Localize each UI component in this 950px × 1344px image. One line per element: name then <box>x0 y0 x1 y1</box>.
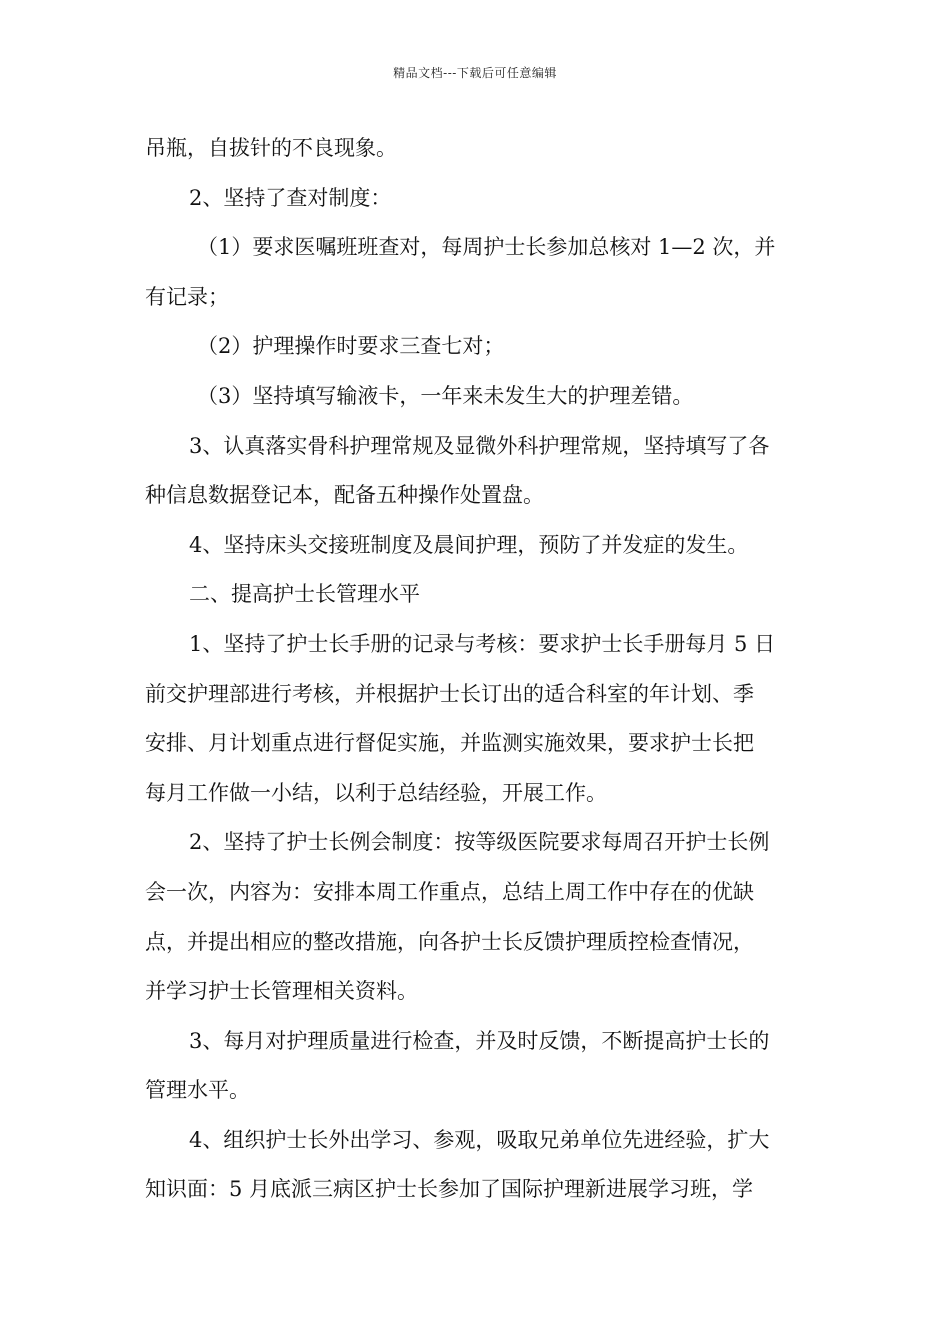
text-line: 管理水平。 <box>145 1078 250 1103</box>
text-line: （2）护理操作时要求三查七对； <box>197 334 505 359</box>
text-line: 2、坚持了护士长例会制度：按等级医院要求每周召开护士长例 <box>189 830 770 855</box>
page-header: 精品文档---下载后可任意编辑 <box>393 66 557 80</box>
text-line: 会一次，内容为：安排本周工作重点，总结上周工作中存在的优缺 <box>145 879 754 904</box>
text-line: 4、组织护士长外出学习、参观，吸取兄弟单位先进经验，扩大 <box>189 1127 770 1152</box>
text-line: 4、坚持床头交接班制度及晨间护理，预防了并发症的发生。 <box>189 532 749 557</box>
text-line: 知识面：5 月底派三病区护士长参加了国际护理新进展学习班，学 <box>145 1177 754 1202</box>
section-heading: 二、提高护士长管理水平 <box>189 582 420 607</box>
document-body <box>145 124 810 1215</box>
text-line: 每月工作做一小结，以利于总结经验，开展工作。 <box>145 780 607 805</box>
text-line: 种信息数据登记本，配备五种操作处置盘。 <box>145 483 544 508</box>
text-line: 并学习护士长管理相关资料。 <box>145 979 418 1004</box>
text-line: 前交护理部进行考核，并根据护士长订出的适合科室的年计划、季 <box>145 681 754 706</box>
text-line: 3、认真落实骨科护理常规及显微外科护理常规，坚持填写了各 <box>189 433 770 458</box>
text-line: （3）坚持填写输液卡，一年来未发生大的护理差错。 <box>197 383 694 408</box>
text-line: 1、坚持了护士长手册的记录与考核：要求护士长手册每月 5 日 <box>189 631 776 656</box>
text-line: 2、坚持了查对制度： <box>189 185 392 210</box>
text-line: 3、每月对护理质量进行检查，并及时反馈，不断提高护士长的 <box>189 1028 770 1053</box>
text-line: （1）要求医嘱班班查对，每周护士长参加总核对 1—2 次，并 <box>197 235 776 260</box>
text-line: 点，并提出相应的整改措施，向各护士长反馈护理质控检查情况， <box>145 929 754 954</box>
text-line: 安排、月计划重点进行督促实施，并监测实施效果，要求护士长把 <box>145 731 754 756</box>
text-line: 有记录； <box>145 284 229 309</box>
text-line: 吊瓶，自拔针的不良现象。 <box>145 136 397 160</box>
